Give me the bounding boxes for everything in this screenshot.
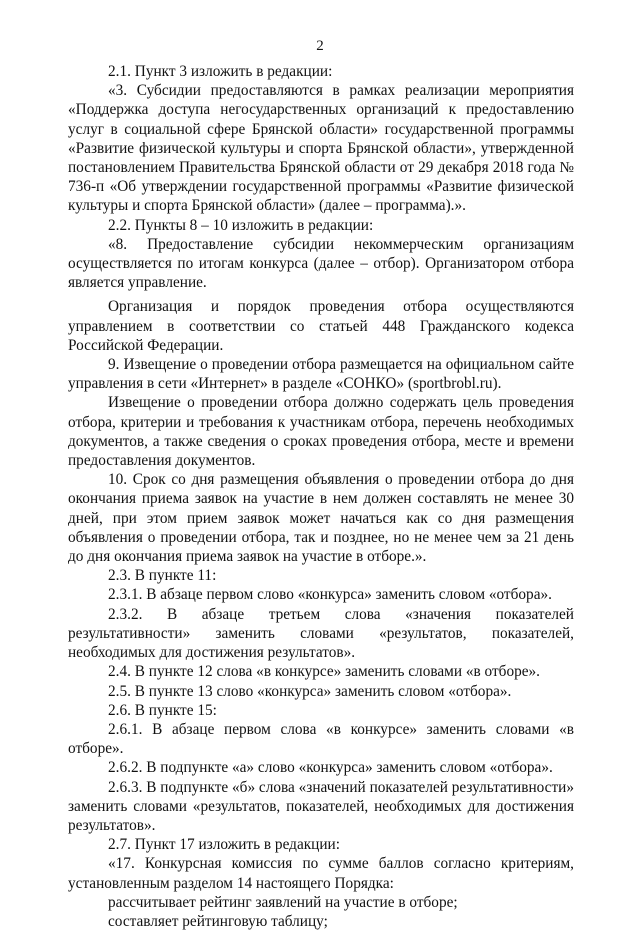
paragraph-notice: Извещение о проведении отбора должно содержать цель проведения отбора, критерии и требования к участникам отбора, перечень необходимых документов, а также сведения о сроках проведения отбора, месте и времени предоставления документов.: [68, 394, 574, 470]
paragraph-rating: рассчитывает рейтинг заявлений на участие в отборе;: [108, 893, 458, 911]
paragraph-2-5: 2.5. В пункте 13 слово «конкурса» заменить словом «отбора».: [108, 682, 512, 700]
paragraph-2-7: 2.7. Пункт 17 изложить в редакции:: [108, 836, 340, 854]
document-body: [68, 62, 574, 931]
paragraph-2-6-2: 2.6.2. В подпункте «а» слово «конкурса» заменить словом «отбора».: [108, 759, 553, 777]
paragraph-2-3-2: 2.3.2. В абзаце третьем слова «значения показателей результативности» заменить словами «результатов, показателей, необходимых для достижения результатов».: [68, 605, 574, 662]
paragraph-2-6-3: 2.6.3. В подпункте «б» слова «значений показателей результативности» заменить словами «результатов, показателей, необходимых для достижения результатов».: [68, 778, 574, 834]
paragraph-2-6-1: 2.6.1. В абзаце первом слова «в конкурсе» заменить словами «в отборе».: [68, 720, 574, 758]
paragraph-rating-table: составляет рейтинговую таблицу;: [108, 912, 328, 930]
paragraph-2-3-1: 2.3.1. В абзаце первом слово «конкурса» заменить словом «отбора».: [108, 586, 552, 604]
paragraph-2-2: 2.2. Пункты 8 – 10 изложить в редакции:: [108, 216, 374, 234]
paragraph-2-1: 2.1. Пункт 3 изложить в редакции:: [108, 63, 333, 80]
paragraph-item-8: «8. Предоставление субсидии некоммерческим организациям осуществляется по итогам конкурса (далее – отбор). Организатором отбора является управление.: [68, 235, 574, 292]
page-number: 2: [316, 38, 324, 54]
paragraph-item-10: 10. Срок со дня размещения объявления о проведении отбора до дня окончания приема заявок на участие в нем должен составлять не менее 30 дней, при этом прием заявок может начаться как со дня размещения объявления о проведении отбора, так и позднее, но не менее чем за 21 день до дня окончания приема заявок на участие в отборе.».: [68, 471, 574, 566]
paragraph-item-9: 9. Извещение о проведении отбора размещается на официальном сайте управления в сети «Интернет» в разделе «СОНКО» (sportbrobl.ru).: [68, 356, 574, 393]
paragraph-item-17: «17. Конкурсная комиссия по сумме баллов согласно критериям, установленным разделом 14 настоящего Порядка:: [68, 855, 574, 892]
paragraph-2-6: 2.6. В пункте 15:: [108, 701, 217, 719]
paragraph-organization: Организация и порядок проведения отбора осуществляются управлением в соответствии со статьей 448 Гражданского кодекса Российской Федерации.: [68, 298, 574, 354]
paragraph-2-4: 2.4. В пункте 12 слова «в конкурсе» заменить словами «в отборе».: [108, 663, 541, 681]
paragraph-item-3: «3. Субсидии предоставляются в рамках реализации мероприятия «Поддержка доступа негосударственных организаций к предоставлению услуг в социальной сфере Брянской области» государственной программы «Развитие физической культуры и спорта Брянской области», утвержденной постановлением Правительства Брянской области от 29 декабря 2018 года № 736-п «Об утверждении государственной программы «Развитие физической культуры и спорта Брянской области» (далее – программа).».: [68, 82, 574, 215]
paragraph-2-3: 2.3. В пункте 11:: [108, 567, 217, 585]
